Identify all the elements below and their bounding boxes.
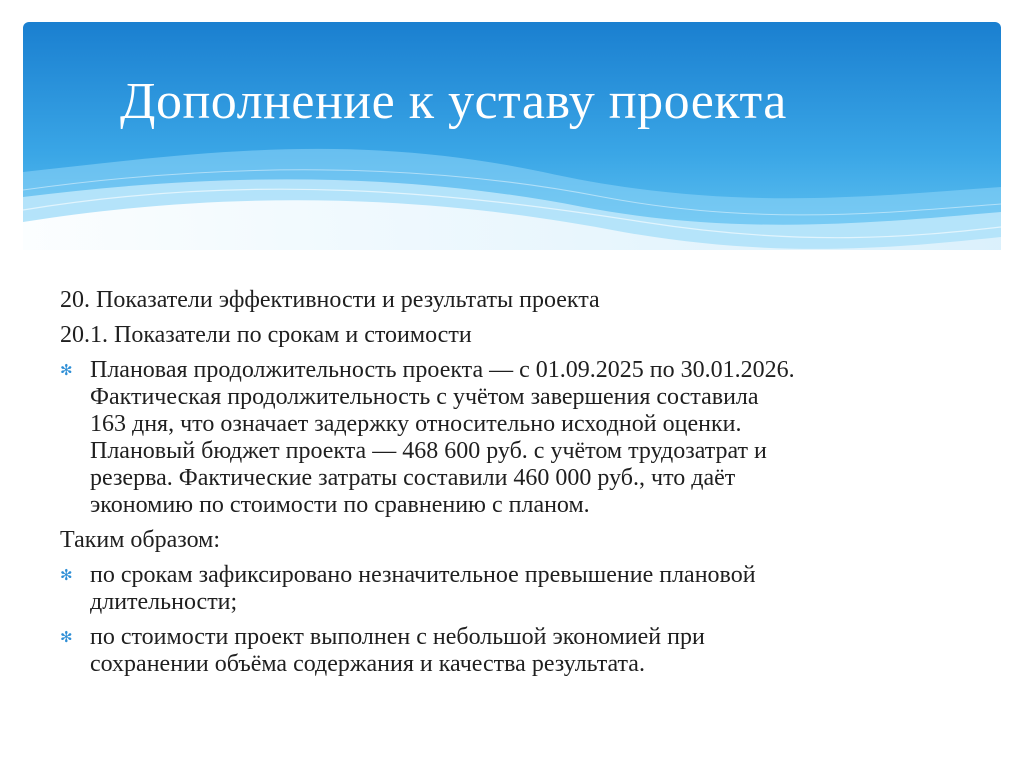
- bullet-text: [90, 357, 1020, 519]
- bullet-text: [90, 624, 1020, 678]
- subsection-heading: 20.1. Показатели по срокам и стоимости: [60, 322, 472, 348]
- bullet-line: сохранении объёма содержания и качества результата.: [90, 651, 645, 677]
- section-heading: 20. Показатели эффективности и результаты проекта: [60, 287, 600, 313]
- bullet-item-cost: [60, 624, 1020, 678]
- bullet-line: по срокам зафиксировано незначительное превышение плановой: [90, 562, 756, 588]
- bullet-line: 163 дня, что означает задержку относительно исходной оценки.: [90, 411, 742, 437]
- bullet-line: длительности;: [90, 589, 238, 615]
- bullet-line: Плановый бюджет проекта — 468 600 руб. с учётом трудозатрат и: [90, 438, 767, 464]
- bullet-item-duration-budget: [60, 357, 1020, 519]
- bullet-line: резерва. Фактические затраты составили 460 000 руб., что даёт: [90, 465, 736, 491]
- slide-title: Дополнение к уставу проекта: [120, 73, 787, 130]
- bullet-text: [90, 562, 1020, 616]
- slide-body: [60, 287, 1020, 686]
- asterisk-icon: ✻: [60, 628, 73, 646]
- bullet-line: Плановая продолжительность проекта — с 01.09.2025 по 30.01.2026.: [90, 357, 795, 383]
- bullet-line: Фактическая продолжительность с учётом завершения составила: [90, 384, 759, 410]
- wave-background: [23, 22, 1001, 262]
- bullet-line: экономию по стоимости по сравнению с планом.: [90, 492, 590, 518]
- title-banner: [23, 22, 1001, 262]
- asterisk-icon: ✻: [60, 566, 73, 584]
- bullet-line: по стоимости проект выполнен с небольшой экономией при: [90, 624, 705, 650]
- conclusion-text: Таким образом:: [60, 527, 221, 553]
- bullet-item-schedule: [60, 562, 1020, 616]
- asterisk-icon: ✻: [60, 361, 73, 379]
